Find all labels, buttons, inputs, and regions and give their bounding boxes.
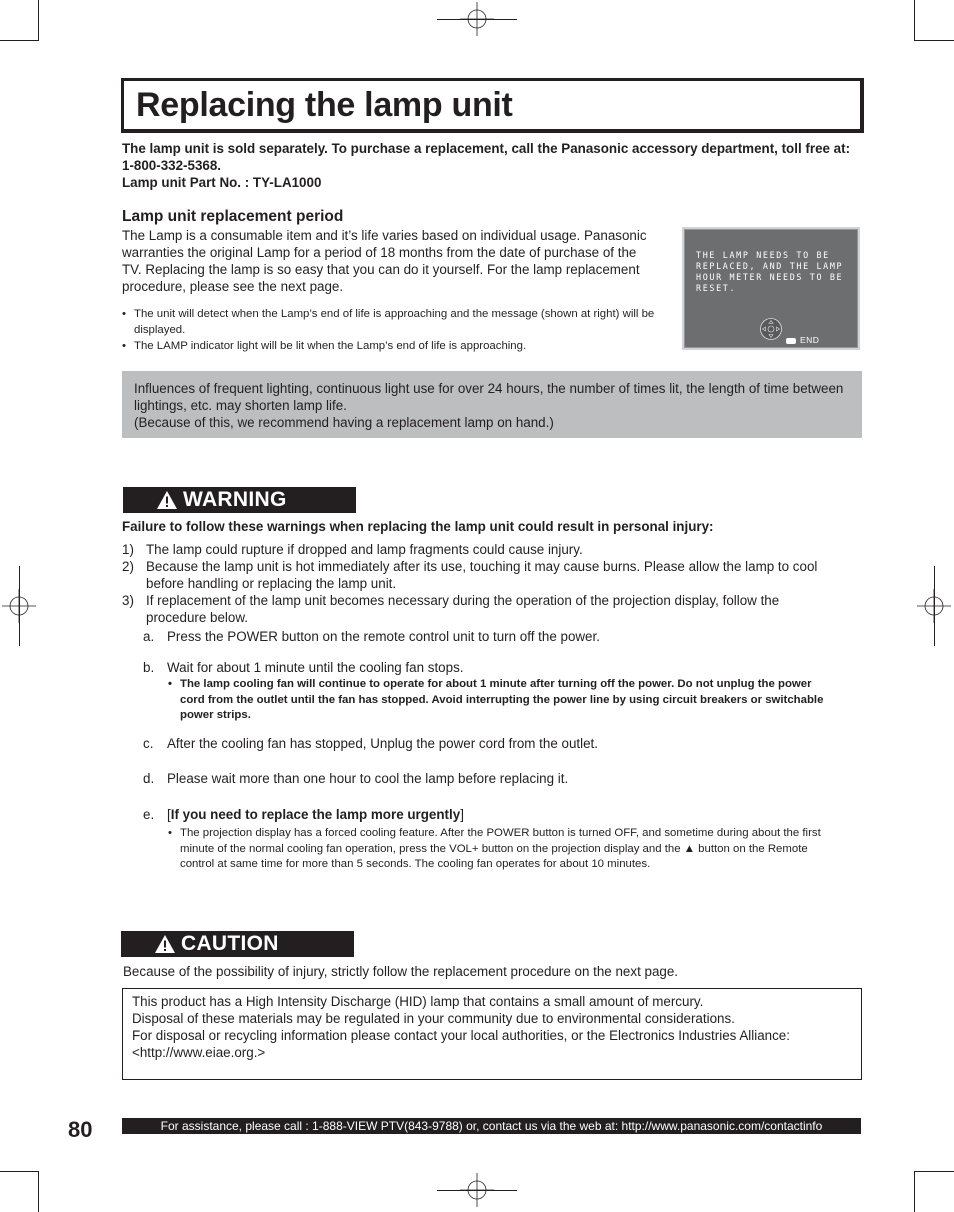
disposal-line: Disposal of these materials may be regulated in your community due to environmental considerations. [132,1011,735,1026]
osd-screen [682,227,860,350]
disposal-link[interactable]: <http://www.eiae.org.> [132,1045,266,1060]
list-item [122,592,840,626]
end-button-icon [786,338,796,344]
crop-mark [437,1190,517,1191]
intro-purchase-text: The lamp unit is sold separately. To purchase a replacement, call the Panasonic accessory department, toll free at: 1-800-332-5368. [122,141,851,173]
caution-label: CAUTION [181,932,279,955]
crop-mark [437,19,517,20]
crop-mark [934,566,935,646]
page-title: Replacing the lamp unit [136,86,513,124]
step-letter: a. [143,629,155,644]
list-item [122,558,840,592]
item-number: 2) [122,559,134,574]
step-text: After the cooling fan has stopped, Unplug the power cord from the outlet. [167,736,598,751]
item-text: The lamp could rupture if dropped and lamp fragments could cause injury. [146,542,583,557]
title-box [121,78,864,133]
crop-mark [914,1171,954,1172]
step-b-note [168,677,833,724]
crop-mark [914,1171,915,1212]
item-text: If replacement of the lamp unit becomes necessary during the operation of the projection display, follow the procedure below. [146,593,780,625]
crop-mark [914,0,915,40]
disposal-line: For disposal or recycling information please contact your local authorities, or the Electronics Industries Alliance: [132,1028,790,1043]
lamp-life-note [122,371,862,438]
warning-lead: Failure to follow these warnings when replacing the lamp unit could result in personal injury: [122,519,714,534]
bracket: ] [460,807,464,822]
crop-mark [38,0,39,40]
step-e-heading: If you need to replace the lamp more urgently [170,807,461,822]
crop-mark [914,40,954,41]
crop-mark [0,40,39,41]
bullet-text: The LAMP indicator light will be lit when the Lamp’s end of life is approaching. [134,340,527,352]
assistance-footer: For assistance, please call : 1-888-VIEW PTV(843-9788) or, contact us via the web at: http://www.panasonic.com/contactinfo [122,1118,861,1134]
step-letter: d. [143,771,155,786]
bullet-glyph: • [168,827,172,839]
crop-mark [19,566,20,646]
osd-message: THE LAMP NEEDS TO BE REPLACED, AND THE LAMP HOUR METER NEEDS TO BE RESET. [696,250,844,293]
warning-label: WARNING [183,488,287,511]
caution-lead: Because of the possibility of injury, strictly follow the replacement procedure on the next page. [123,964,679,979]
step-text: Press the POWER button on the remote control unit to turn off the power. [167,629,600,644]
note-text: The projection display has a forced cooling feature. After the POWER button is turned OFF, and sometime during about the first minute of the normal cooling fan operation, press the VOL+ button on the projection display and the ▲ button on the Remote control at same time for more than 5 seconds. The cooling fan operates for about 10 minutes. [180,827,821,870]
warning-list [122,541,840,626]
step-e-note [168,826,833,873]
note-text [134,380,844,431]
bullet-glyph: • [168,678,172,690]
crop-mark [38,1171,39,1212]
warning-triangle-icon [154,934,176,954]
crop-mark [0,1171,39,1172]
replacement-bullets [122,307,662,356]
item-number: 3) [122,593,134,608]
replacement-paragraph: The Lamp is a consumable item and it’s life varies based on individual usage. Panasonic warranties the original Lamp for a period of 18 months from the date of purchase of the TV. Replacing the lamp is so easy that you can do it yourself. For the lamp replacement procedure, please see the next page. [122,228,647,294]
bullet-glyph: • [122,340,126,352]
step-letter: e. [143,807,155,822]
dpad-icon [760,318,782,340]
list-item [122,307,662,338]
intro-block [122,140,857,191]
step-text: Please wait more than one hour to cool the lamp before replacing it. [167,771,569,786]
step-text [167,806,464,823]
note-text: The lamp cooling fan will continue to operate for about 1 minute after turning off the power. Do not unplug the power cord from the outlet until the fan has stopped. Avoid interrupting the power line by using circuit breakers or switchable power strips. [180,678,824,721]
list-item [122,339,662,355]
bracket: [ [167,807,171,822]
intro-part-number: Lamp unit Part No. : TY-LA1000 [122,175,322,190]
note-line: Influences of frequent lighting, continuous light use for over 24 hours, the number of times lit, the length of time between lightings, etc. may shorten lamp life. [134,381,844,413]
disposal-line: This product has a High Intensity Discharge (HID) lamp that contains a small amount of mercury. [132,994,704,1009]
warning-triangle-icon [156,490,178,510]
step-letter: c. [143,736,154,751]
note-line: (Because of this, we recommend having a replacement lamp on hand.) [134,415,554,430]
page-number: 80 [68,1117,93,1142]
list-item [122,541,840,558]
disposal-box [122,988,862,1080]
bullet-text: The unit will detect when the Lamp’s end of life is approaching and the message (shown at right) will be displayed. [134,308,655,336]
caution-banner [121,931,354,957]
item-text: Because the lamp unit is hot immediately after its use, touching it may cause burns. Please allow the lamp to cool before handling or replacing the lamp unit. [146,559,818,591]
osd-end-label: END [800,335,820,345]
bullet-glyph: • [122,308,126,320]
section-heading: Lamp unit replacement period [122,208,344,225]
warning-banner [123,487,356,513]
disposal-text [132,993,852,1061]
step-letter: b. [143,660,155,675]
item-number: 1) [122,542,134,557]
step-text: Wait for about 1 minute until the cooling fan stops. [167,660,464,675]
